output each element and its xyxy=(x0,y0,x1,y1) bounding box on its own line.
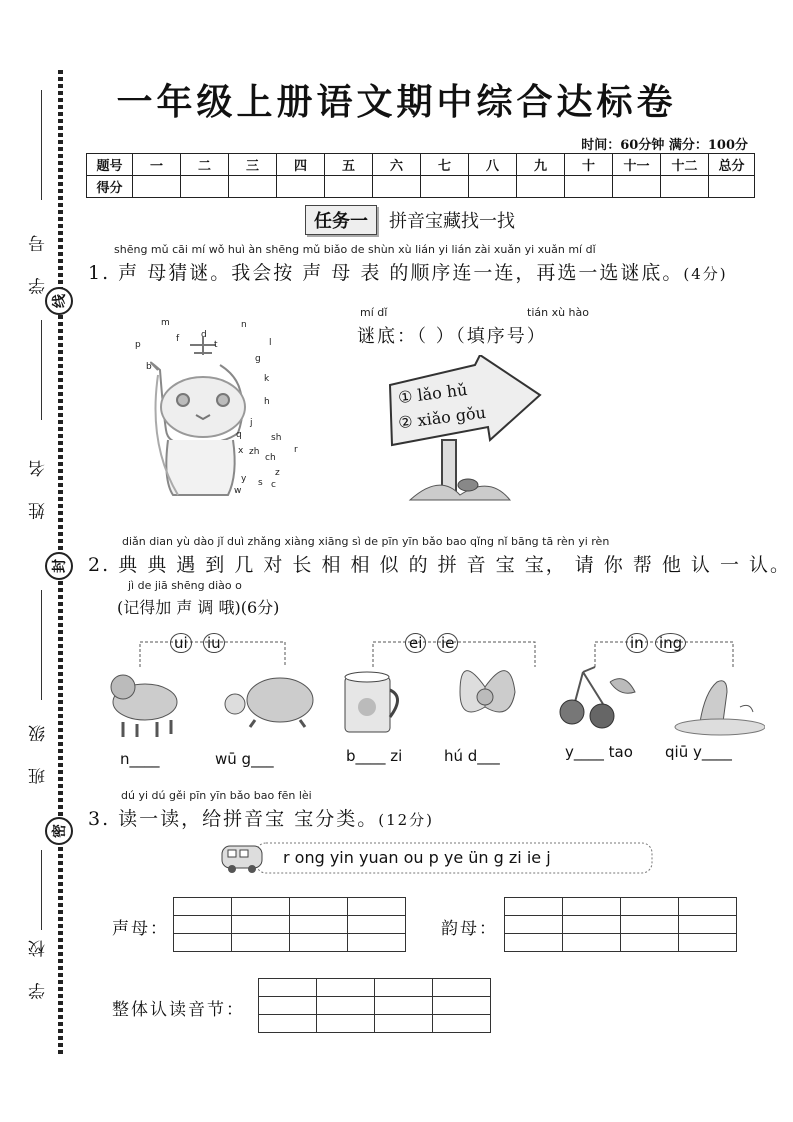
tag-ei xyxy=(405,634,426,652)
syllable-list: r ong yin yuan ou p ye ün g zi ie j xyxy=(283,848,551,867)
q2-pinyin: diǎn dian yù dào jǐ duì zhǎng xiàng xiāng sì de pīn yīn bǎo bao qǐng nǐ bāng tā rèn yi rèn xyxy=(122,535,610,548)
sign-option-1: ① lǎo hǔ xyxy=(397,379,469,408)
q1-answer-pinyin-2: tián xù hào xyxy=(527,306,589,319)
blank-turtle[interactable]: wū g___ xyxy=(215,750,274,768)
svg-text:zh: zh xyxy=(249,447,260,457)
svg-text:h: h xyxy=(264,397,270,407)
score-cell[interactable] xyxy=(421,176,469,198)
score-cell[interactable] xyxy=(517,176,565,198)
score-cell[interactable] xyxy=(565,176,613,198)
svg-text:n: n xyxy=(241,320,247,330)
svg-text:f: f xyxy=(176,334,180,344)
svg-text:d: d xyxy=(201,330,207,340)
q1-question: 1. 声 母猜谜。我会按 声 母 表 的顺序连一连，再选一选谜底。 xyxy=(88,262,684,284)
col-3: 三 xyxy=(229,154,277,176)
class-label: 班 级 xyxy=(29,715,49,785)
score-table xyxy=(86,153,755,198)
q3-pinyin: dú yi dú gěi pīn yīn bǎo bao fēn lèi xyxy=(121,789,312,802)
col-1: 一 xyxy=(133,154,181,176)
signpost-picture xyxy=(380,355,545,510)
task1-heading xyxy=(305,205,515,235)
score-cell[interactable] xyxy=(709,176,755,198)
zhengti-grid[interactable] xyxy=(258,978,491,1033)
q1-score: (4分) xyxy=(683,265,728,283)
svg-text:x: x xyxy=(238,446,244,456)
tag-ei-text: ei xyxy=(405,633,426,653)
col-12: 十二 xyxy=(661,154,709,176)
task1-box: 任务一 xyxy=(305,205,377,235)
col-4: 四 xyxy=(277,154,325,176)
score-label: 得分 xyxy=(87,176,133,198)
sign-option-2: ② xiǎo gǒu xyxy=(397,402,487,433)
col-7: 七 xyxy=(421,154,469,176)
q1-answer-pinyin-1: mí dǐ xyxy=(360,306,388,319)
svg-text:t: t xyxy=(214,340,218,350)
class-rule xyxy=(41,590,42,700)
tag-ie-text: ie xyxy=(437,633,458,653)
blank-butterfly[interactable]: hú d___ xyxy=(444,747,500,765)
blank-cup[interactable]: b____ zi xyxy=(346,747,403,765)
school-rule xyxy=(41,850,42,930)
blank-ox[interactable]: n____ xyxy=(120,750,160,768)
tiger-dot-picture xyxy=(128,315,298,505)
svg-text:j: j xyxy=(250,418,253,428)
header-label: 题号 xyxy=(87,154,133,176)
col-10: 十 xyxy=(565,154,613,176)
tag-ing-text: ing xyxy=(655,633,686,653)
name-label: 姓 名 xyxy=(29,450,49,520)
q1-pinyin: shēng mǔ cāi mí wǒ huì àn shēng mǔ biǎo de shùn xù lián yi lián zài xuǎn yi xuǎn mí dǐ xyxy=(114,243,596,256)
score-cell[interactable] xyxy=(325,176,373,198)
blank-cherry[interactable]: y____ tao xyxy=(565,743,633,761)
col-6: 六 xyxy=(373,154,421,176)
svg-text:q: q xyxy=(236,430,242,440)
col-5: 五 xyxy=(325,154,373,176)
score-cell[interactable] xyxy=(613,176,661,198)
blank-worm[interactable]: qiū y____ xyxy=(665,743,732,761)
ox-image xyxy=(111,675,177,737)
seal-xian: 线 xyxy=(45,287,73,315)
col-2: 二 xyxy=(181,154,229,176)
q2-pinyin-2: jì de jiā shēng diào o xyxy=(128,579,242,592)
seal-feng: 封 xyxy=(45,552,73,580)
name-rule xyxy=(41,320,42,420)
yunmu-label: 韵母： xyxy=(441,919,498,939)
shengmu-label: 声母： xyxy=(112,919,169,939)
svg-text:w: w xyxy=(234,486,242,496)
col-9: 九 xyxy=(517,154,565,176)
tag-ui-text: ui xyxy=(170,633,192,653)
shengmu-grid[interactable] xyxy=(173,897,406,952)
tag-ui xyxy=(170,634,192,652)
svg-text:y: y xyxy=(241,474,247,484)
svg-text:m: m xyxy=(161,318,170,328)
score-cell[interactable] xyxy=(469,176,517,198)
tag-iu-text: iu xyxy=(203,633,225,653)
q3-question: 3. 读一读，给拼音宝 宝分类。 xyxy=(88,808,379,830)
tag-in-text: in xyxy=(626,633,648,653)
score-cell[interactable] xyxy=(181,176,229,198)
svg-text:z: z xyxy=(275,468,280,478)
col-11: 十一 xyxy=(613,154,661,176)
svg-text:k: k xyxy=(264,374,270,384)
seal-mi: 密 xyxy=(45,817,73,845)
id-label: 学 号 xyxy=(29,225,49,295)
score-cell[interactable] xyxy=(661,176,709,198)
yunmu-grid[interactable] xyxy=(504,897,737,952)
page-title: 一年级上册语文期中综合达标卷 xyxy=(116,81,677,123)
zhengti-label: 整体认读音节： xyxy=(112,1000,245,1020)
svg-text:ch: ch xyxy=(265,453,276,463)
tag-in xyxy=(626,634,648,652)
q1-answer-line[interactable]: 谜底：（ ）（填序号） xyxy=(357,326,547,347)
q3-score: (12分) xyxy=(378,811,435,829)
svg-text:s: s xyxy=(258,478,263,488)
task1-name: 拼音宝藏找一找 xyxy=(389,211,515,232)
svg-text:g: g xyxy=(255,354,261,364)
tag-ie xyxy=(437,634,458,652)
q1-text xyxy=(88,258,728,285)
svg-text:r: r xyxy=(294,445,298,455)
score-cell[interactable] xyxy=(133,176,181,198)
q2-text: 2. 典 典 遇 到 几 对 长 相 相 似 的 拼 音 宝 宝， 请 你 帮 他 认 一 认。 xyxy=(88,554,791,576)
q3-text xyxy=(88,804,434,831)
school-label: 学 校 xyxy=(29,930,49,1000)
time-info: 时间：60分钟 满分：100分 xyxy=(581,138,748,153)
svg-text:c: c xyxy=(271,480,276,490)
svg-text:p: p xyxy=(135,340,141,350)
col-8: 八 xyxy=(469,154,517,176)
tag-iu xyxy=(203,634,225,652)
tag-ing xyxy=(655,634,686,652)
svg-text:b: b xyxy=(146,362,152,372)
score-cell[interactable] xyxy=(229,176,277,198)
score-cell[interactable] xyxy=(277,176,325,198)
col-total: 总分 xyxy=(709,154,755,176)
svg-text:l: l xyxy=(269,338,272,348)
q2-text-2: (记得加 声 调 哦)(6分) xyxy=(117,598,280,617)
svg-text:sh: sh xyxy=(271,433,282,443)
score-cell[interactable] xyxy=(373,176,421,198)
